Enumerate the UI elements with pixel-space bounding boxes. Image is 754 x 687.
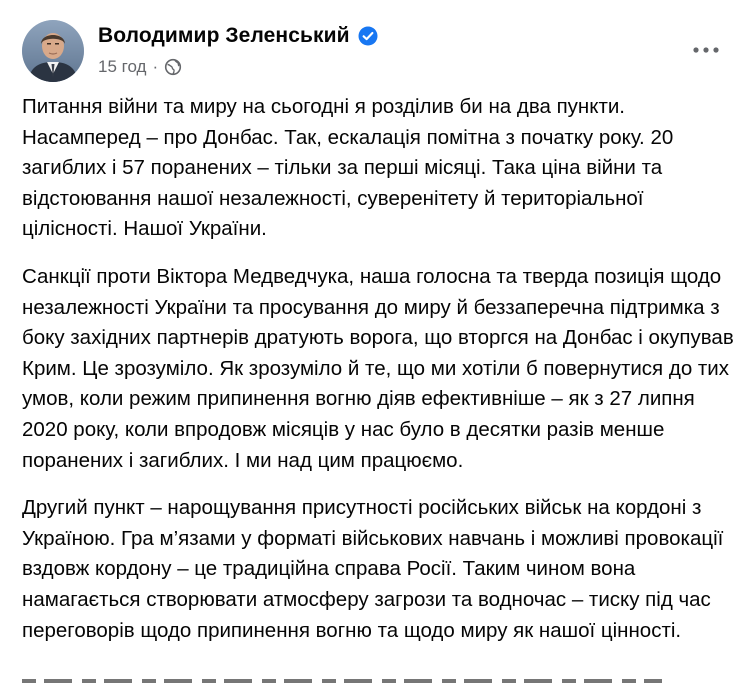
verified-badge-icon xyxy=(358,26,378,46)
post-paragraph-2: Санкції проти Віктора Медведчука, наша голосна та тверда позиція щодо незалежності України та просування до миру й беззаперечна підтримка з боку західних партнерів дратують ворога, що вторгся на Донбас і окупував Крим. Це зрозуміло. Як зрозуміло й те, що ми хотіли б повернутися до тих умов, коли режим припинення вогню діяв ефективніше – як з 27 липня 2020 року, коли впродовж місяців у нас було в десятки разів менше поранених і загиблих. І ми над цим працюємо. xyxy=(22,264,734,472)
author-name[interactable]: Володимир Зеленський xyxy=(98,24,350,47)
author-avatar[interactable] xyxy=(22,20,84,82)
post-header xyxy=(22,20,732,84)
post-paragraph-3: Другий пункт – нарощування присутності російських військ на кордоні з Україною. Гра м’язами у форматі військових навчань і можливі провокації вздовж кордону – це традиційна справа Росії. Таким чином вона намагається створювати атмосферу загрози та водночас – тиску під час переговорів щодо припинення вогню та щодо миру як нашої цінності. xyxy=(22,496,724,642)
post-meta xyxy=(98,56,182,78)
post-timestamp[interactable]: 15 год xyxy=(98,57,147,76)
more-options-button[interactable] xyxy=(688,38,724,62)
post-text xyxy=(22,92,737,663)
more-options-icon xyxy=(692,46,720,54)
post-paragraph-1: Питання війни та миру на сьогодні я розділив би на два пункти. Насамперед – про Донбас. Так, ескалація помітна з початку року. 20 загиблих і 57 поранених – тільки за перші місяці. Така ціна війни та відстоювання нашої незалежності, суверенітету й територіальної цілісності. Нашої України. xyxy=(22,95,674,241)
truncated-next-line xyxy=(22,675,662,687)
avatar-image xyxy=(22,20,84,82)
globe-icon[interactable] xyxy=(164,58,182,76)
meta-separator: · xyxy=(152,57,159,76)
